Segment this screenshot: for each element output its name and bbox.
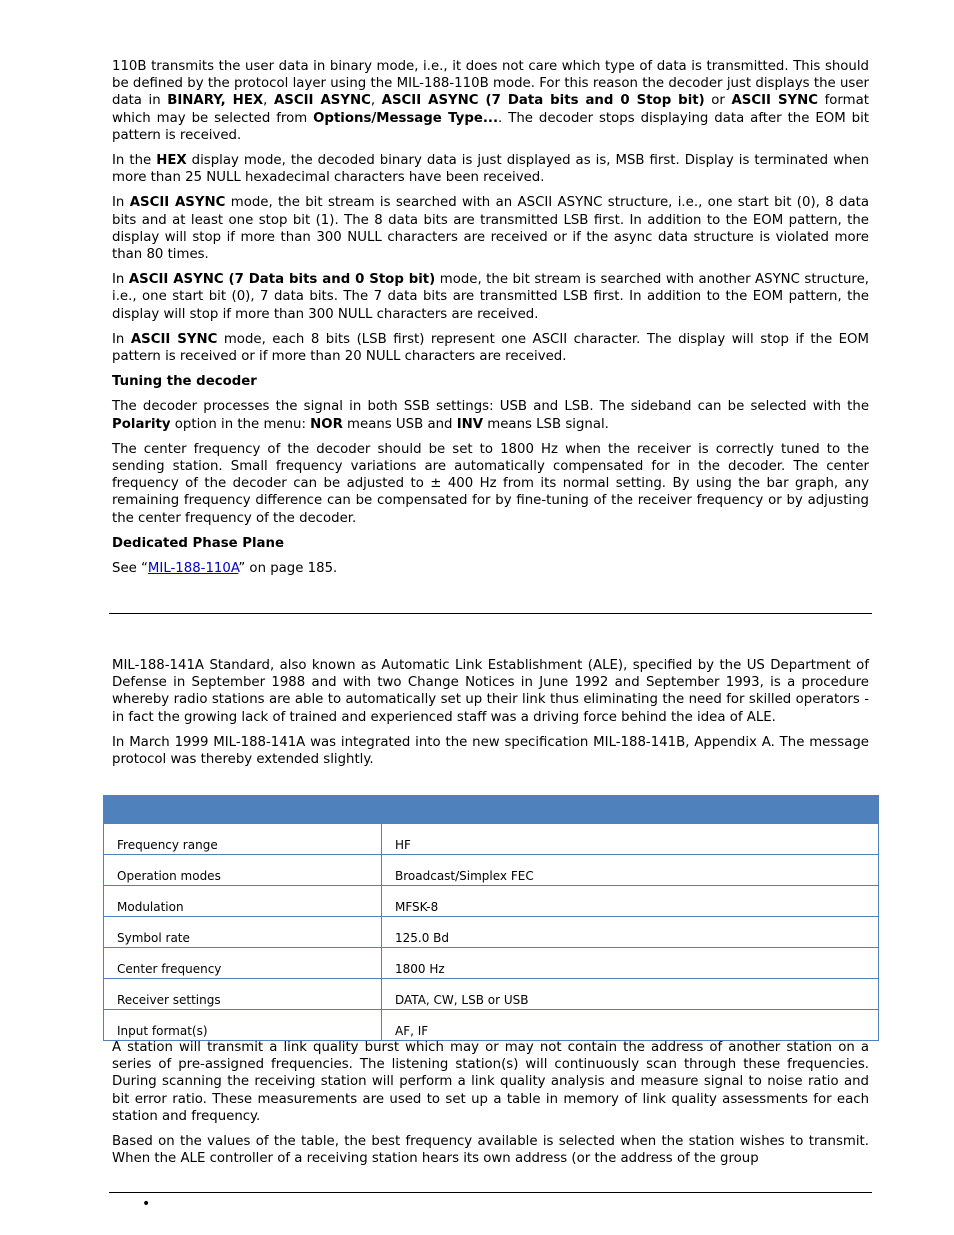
top-section xyxy=(112,58,869,585)
heading-tuning: Tuning the decoder xyxy=(112,374,257,390)
text: means LSB signal. xyxy=(483,416,609,432)
text: mode, the bit stream is searched with another ASYNC structure, i.e., one start bit (0), 7 data bits. The 7 data bits are transmitted LSB first. In addition to the EOM pattern, the display will stop if more than 300 NULL characters are received. xyxy=(112,272,869,322)
bold-text: BINARY, HEX xyxy=(167,93,264,109)
text: In xyxy=(112,272,129,288)
row-label: Symbol rate xyxy=(104,917,382,948)
after-table-section xyxy=(112,1039,869,1175)
text: format which may be selected from xyxy=(112,93,869,126)
footer-bullet: • xyxy=(142,1196,151,1212)
text: In the xyxy=(112,153,157,169)
paragraph-ale-141b: In March 1999 MIL-188-141A was integrated into the new specification MIL-188-141B, Appendix A. The message protocol was thereby extended slightly. xyxy=(112,734,869,768)
bold-text: Options/Message Type... xyxy=(313,110,499,126)
bold-text: ASCII ASYNC (7 Data bits and 0 Stop bit) xyxy=(128,272,436,288)
table-row xyxy=(104,824,879,855)
row-label: Frequency range xyxy=(104,824,382,855)
row-value: DATA, CW, LSB or USB xyxy=(382,979,879,1010)
table-row xyxy=(104,886,879,917)
table-row xyxy=(104,855,879,886)
row-label: Center frequency xyxy=(104,948,382,979)
paragraph-ale-intro: MIL-188-141A Standard, also known as Automatic Link Establishment (ALE), specified by the US Department of Defense in September 1988 and with two Change Notices in June 1992 and September 1993, is a procedure whereby radio stations are able to automatically set up their link thus eliminating the need for skilled operators - in fact the growing lack of trained and experienced staff was a driving force behind the idea of ALE. xyxy=(112,658,869,725)
row-label: Receiver settings xyxy=(104,979,382,1010)
bold-text: ASCII ASYNC (7 Data bits and 0 Stop bit) xyxy=(381,93,705,109)
text: mode, the bit stream is searched with an ASCII ASYNC structure, i.e., one start bit (0), 8 data bits and at least one stop bit (1). The 8 data bits are transmitted LSB first. In addition to the EOM pattern, the display will stop if more than 300 NULL characters are received or if the async data structure is violated more than 80 times. xyxy=(112,195,869,263)
row-label: Input format(s) xyxy=(104,1010,382,1041)
bold-text: NOR xyxy=(310,416,343,432)
text: means USB and xyxy=(342,416,457,432)
text: In xyxy=(112,195,130,211)
row-label: Operation modes xyxy=(104,855,382,886)
paragraph-ascii-async-7bit xyxy=(112,271,869,323)
paragraph-ascii-sync xyxy=(112,331,869,365)
text: See “ xyxy=(112,561,148,577)
text: 110B transmits the user data in binary mode, i.e., it does not care which type of data is transmitted. This should be defined by the protocol layer using the MIL-188-110B mode. For this reason the decoder just displays the user data in xyxy=(112,59,869,109)
text: The decoder processes the signal in both SSB settings: USB and LSB. The sideband can be selected with the xyxy=(112,399,869,415)
text: ” on page 185. xyxy=(238,561,338,577)
table-header xyxy=(104,796,879,824)
bold-text: ASCII ASYNC xyxy=(129,195,226,211)
footer-divider xyxy=(109,1192,872,1193)
text: , xyxy=(370,93,382,109)
paragraph-best-frequency: Based on the values of the table, the best frequency available is selected when the station wishes to transmit. When the ALE controller of a receiving station hears its own address (or the address of the group xyxy=(112,1134,869,1167)
row-value: HF xyxy=(382,824,879,855)
bold-text: INV xyxy=(456,416,484,432)
paragraph-hex-mode xyxy=(112,152,869,186)
paragraph-polarity xyxy=(112,398,869,432)
section-divider xyxy=(109,613,872,614)
bold-text: ASCII ASYNC xyxy=(273,93,371,109)
bold-text: HEX xyxy=(156,153,187,169)
paragraph-data-modes xyxy=(112,58,869,144)
text: display mode, the decoded binary data is just displayed as is, MSB first. Display is terminated when more than 25 NULL hexadecimal characters have been received. xyxy=(112,153,869,186)
row-value: AF, IF xyxy=(382,1010,879,1041)
specification-table xyxy=(103,795,879,1041)
table-row xyxy=(104,1010,879,1041)
paragraph-ascii-async xyxy=(112,194,869,263)
row-label: Modulation xyxy=(104,886,382,917)
bold-text: Polarity xyxy=(112,416,171,432)
paragraph-center-frequency: The center frequency of the decoder should be set to 1800 Hz when the receiver is correctly tuned to the sending station. Small frequency variations are automatically compensated for in the decoder. The center frequency of the decoder can be adjusted to ± 400 Hz from its normal setting. By using the bar graph, any remaining frequency difference can be compensated for by fine-tuning of the receiver frequency or by adjusting the center frequency of the decoder. xyxy=(112,441,869,526)
row-value: MFSK-8 xyxy=(382,886,879,917)
table-header-cell xyxy=(104,796,879,824)
table-row xyxy=(104,917,879,948)
text: option in the menu: xyxy=(170,416,311,432)
row-value: 1800 Hz xyxy=(382,948,879,979)
text: In xyxy=(112,331,131,347)
intro-section xyxy=(112,657,869,776)
text: or xyxy=(704,93,732,109)
bold-text: ASCII SYNC xyxy=(731,93,819,109)
paragraph-see-reference xyxy=(112,560,869,577)
link-mil-188-110a[interactable]: MIL-188-110A xyxy=(147,561,239,577)
text: mode, each 8 bits (LSB first) represent one ASCII character. The display will stop if the EOM pattern is received or if more than 20 NULL characters are received. xyxy=(112,331,869,365)
row-value: Broadcast/Simplex FEC xyxy=(382,855,879,886)
text: . The decoder stops displaying data after the EOM bit pattern is received. xyxy=(112,110,869,143)
table-row xyxy=(104,948,879,979)
row-value: 125.0 Bd xyxy=(382,917,879,948)
text: , xyxy=(263,93,274,109)
table-row xyxy=(104,979,879,1010)
heading-phase-plane: Dedicated Phase Plane xyxy=(112,535,285,551)
bold-text: ASCII SYNC xyxy=(130,331,218,347)
paragraph-link-quality: A station will transmit a link quality burst which may or may not contain the address of another station on a series of pre-assigned frequencies. The listening station(s) will continuously scan through these frequencies. During scanning the receiving station will perform a link quality analysis and measure signal to noise ratio and bit error ratio. These measurements are used to set up a table in memory of link quality assessments for each station and frequency. xyxy=(112,1040,869,1124)
